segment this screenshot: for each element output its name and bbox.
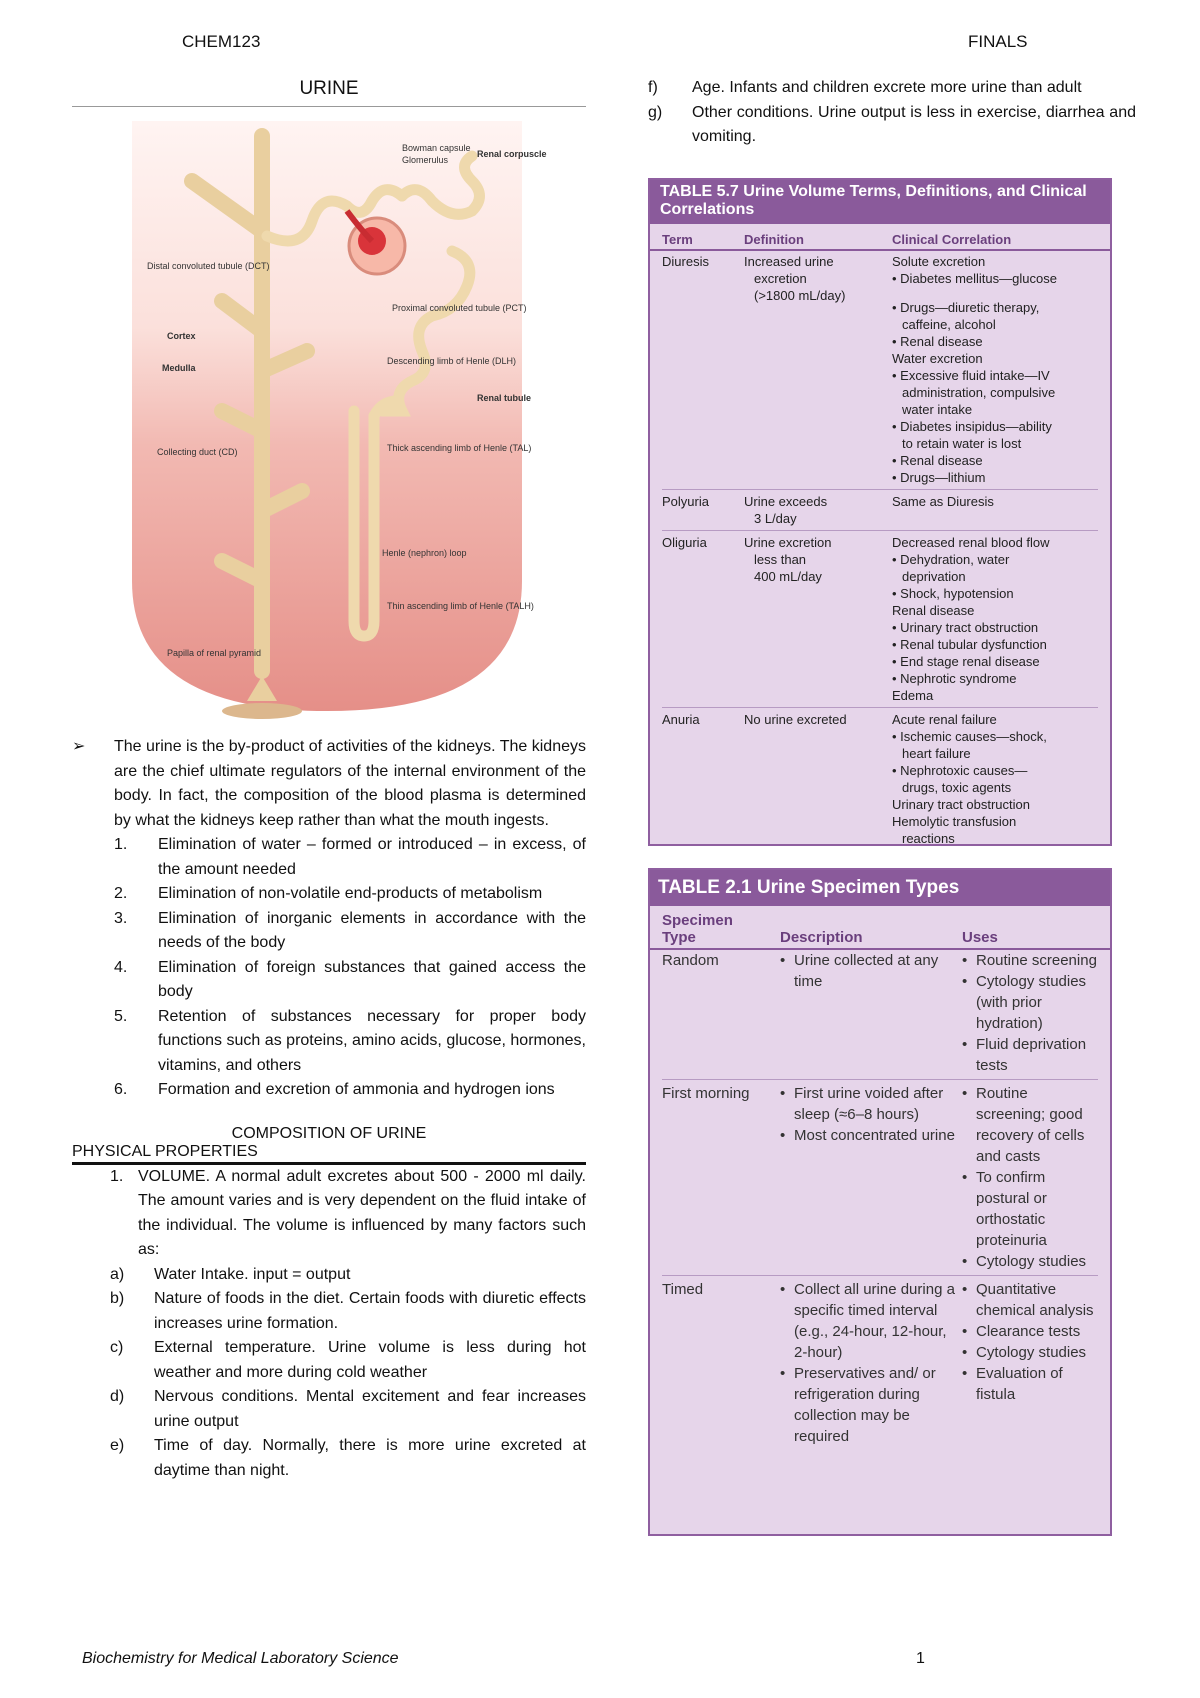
list-item	[110, 1336, 586, 1385]
bullet-icon: •	[780, 1085, 786, 1102]
bullet-icon: •	[962, 1036, 968, 1053]
item-text: Elimination of foreign substances that gained access the body	[158, 958, 586, 1000]
bullet-icon: •	[962, 1344, 968, 1361]
description-text: Collect all urine during a specific timed interval (e.g., 24-hour, 12-hour, 2-hour)	[794, 1281, 955, 1361]
clinical-line: • Renal tubular dysfunction	[892, 637, 1047, 652]
bullet-icon: •	[780, 1365, 786, 1382]
bullet-icon: •	[962, 1085, 968, 1102]
volume-paragraph	[110, 1165, 586, 1263]
item-text: Retention of substances necessary for proper body functions such as proteins, amino acids, glucose, hormones, vitamins, and others	[158, 1007, 586, 1074]
row-separator	[662, 707, 1098, 708]
description-item	[780, 950, 962, 992]
cell-definition	[744, 534, 892, 704]
use-text: Cytology studies	[976, 1344, 1087, 1361]
use-item	[962, 1251, 1098, 1272]
item-text: Formation and excretion of ammonia and hydrogen ions	[158, 1081, 555, 1098]
kidney-functions-list	[114, 833, 586, 1103]
arrow-bullet-icon: ➢	[72, 738, 86, 755]
cell-term: Polyuria	[662, 494, 709, 509]
clinical-line: heart failure	[902, 746, 971, 761]
item-number: 5.	[114, 1007, 128, 1025]
clinical-line: water intake	[902, 402, 973, 417]
label-cd: Collecting duct (CD)	[157, 447, 238, 457]
cell-term: Oliguria	[662, 535, 707, 550]
clinical-line: Acute renal failure	[892, 712, 997, 727]
clinical-line: • Excessive fluid intake—IV	[892, 368, 1050, 383]
item-text: Elimination of non-volatile end-products of metabolism	[158, 885, 543, 902]
clinical-line: Same as Diuresis	[892, 494, 994, 509]
item-number: f)	[648, 79, 658, 96]
bullet-icon: •	[962, 1169, 968, 1186]
list-item	[114, 907, 586, 956]
use-item	[962, 971, 1098, 1034]
bullet-icon: •	[780, 1127, 786, 1144]
table-title: TABLE 2.1 Urine Specimen Types	[650, 870, 1110, 906]
table-header-row	[650, 912, 1110, 950]
clinical-line: • Renal disease	[892, 453, 983, 468]
clinical-line: • Ischemic causes—shock,	[892, 729, 1047, 744]
cell-specimen-type: First morning	[662, 1085, 750, 1102]
list-item	[114, 1078, 586, 1103]
definition-line: less than	[754, 552, 807, 567]
list-item	[648, 76, 1136, 101]
definition-line: No urine excreted	[744, 712, 847, 727]
volume-number: 1.	[110, 1167, 124, 1185]
item-number: e)	[110, 1437, 125, 1454]
description-item	[780, 1363, 962, 1447]
clinical-line: to retain water is lost	[902, 436, 1022, 451]
section-title: COMPOSITION OF URINE	[231, 1124, 427, 1142]
label-loop: Henle (nephron) loop	[382, 548, 467, 558]
page-number: 1	[916, 1650, 925, 1667]
clinical-line: • Dehydration, water	[892, 552, 1010, 567]
use-text: Evaluation of fistula	[976, 1365, 1063, 1403]
item-number: d)	[110, 1388, 125, 1405]
use-item	[962, 1342, 1098, 1363]
description-text: Urine collected at any time	[794, 952, 939, 990]
column-header: Clinical Correlation	[892, 232, 1012, 247]
volume-text: VOLUME. A normal adult excretes about 500 - 2000 ml daily. The amount varies and is very dependent on the fluid intake of the individual. The volume is influenced by many factors such as:	[138, 1167, 586, 1258]
use-text: Routine screening	[976, 952, 1097, 969]
use-text: Cytology studies	[976, 1253, 1087, 1270]
clinical-line: • Diabetes insipidus—ability	[892, 419, 1052, 434]
list-item	[110, 1263, 586, 1288]
bullet-icon: •	[780, 952, 786, 969]
clinical-line: administration, compulsive	[902, 385, 1056, 400]
table-row	[650, 1083, 1110, 1272]
definition-line: 3 L/day	[754, 511, 797, 526]
list-item	[114, 1005, 586, 1079]
list-item	[114, 956, 586, 1005]
table-body	[650, 950, 1110, 1447]
item-number: 1.	[114, 836, 128, 853]
definition-line: Urine exceeds	[744, 494, 828, 509]
item-text: Age. Infants and children excrete more urine than adult	[692, 79, 1082, 96]
definition-line: excretion	[754, 271, 807, 286]
clinical-line: • Urinary tract obstruction	[892, 620, 1039, 635]
table-urine-volume-terms	[648, 178, 1112, 846]
item-number: 4.	[114, 958, 128, 976]
list-item	[648, 101, 1136, 150]
label-pct: Proximal convoluted tubule (PCT)	[392, 303, 527, 313]
cell-term: Anuria	[662, 712, 700, 727]
item-number: 3.	[114, 909, 128, 927]
cell-uses	[962, 1083, 1098, 1272]
list-item	[114, 882, 586, 907]
item-text: Time of day. Normally, there is more urine excreted at daytime than night.	[154, 1437, 586, 1479]
item-text: Nature of foods in the diet. Certain foods with diuretic effects increases urine formation.	[154, 1290, 586, 1332]
cell-description	[780, 1279, 962, 1447]
bullet-icon: •	[962, 1281, 968, 1298]
title-rule	[72, 106, 586, 107]
label-papilla: Papilla of renal pyramid	[167, 648, 262, 658]
table-row	[650, 950, 1110, 1076]
table-urine-specimen-types	[648, 868, 1112, 1536]
clinical-line: Renal disease	[892, 603, 975, 618]
cell-description	[780, 1083, 962, 1272]
clinical-line: Hemolytic transfusion	[892, 814, 1017, 829]
clinical-line: Urinary tract obstruction	[892, 797, 1030, 812]
use-item	[962, 1363, 1098, 1405]
clinical-line: • Nephrotic syndrome	[892, 671, 1017, 686]
clinical-line: Solute excretion	[892, 254, 986, 269]
item-text: Elimination of water – formed or introduced – in excess, of the amount needed	[158, 836, 586, 878]
cell-definition	[744, 493, 892, 527]
nephron-figure	[72, 111, 586, 721]
definition-line: Increased urine	[744, 254, 834, 269]
row-separator	[662, 489, 1098, 490]
use-text: Cytology studies (with prior hydration)	[976, 973, 1087, 1032]
item-number: g)	[648, 103, 663, 121]
label-bowman: Bowman capsule	[402, 143, 471, 153]
description-text: Most concentrated urine	[794, 1127, 955, 1144]
cell-uses	[962, 1279, 1098, 1447]
clinical-line: • Shock, hypotension	[892, 586, 1014, 601]
use-item	[962, 1321, 1098, 1342]
list-item	[114, 833, 586, 882]
intro-paragraph	[72, 735, 586, 833]
left-column	[72, 78, 586, 1483]
bullet-icon: •	[962, 973, 968, 990]
bullet-icon: •	[962, 1365, 968, 1382]
description-item	[780, 1125, 962, 1146]
list-item	[110, 1434, 586, 1483]
table-row	[650, 1279, 1110, 1447]
label-medulla: Medulla	[162, 363, 196, 373]
definition-line: (>1800 mL/day)	[754, 288, 846, 303]
clinical-line: drugs, toxic agents	[902, 780, 1012, 795]
column-header: Uses	[962, 929, 998, 946]
intro-text: The urine is the by-product of activities of the kidneys. The kidneys are the chief ultimate regulators of the internal environment of the body. In fact, the composition of the blood plasma is determined by what the kidneys keep rather than what the mouth ingests.	[114, 738, 586, 829]
definition-line: Urine excretion	[744, 535, 832, 550]
item-number: 6.	[114, 1081, 128, 1098]
header-right: FINALS	[968, 32, 1028, 51]
factor-list-continued	[648, 76, 1136, 150]
label-talh: Thin ascending limb of Henle (TALH)	[387, 601, 534, 611]
description-item	[780, 1083, 962, 1125]
description-item	[780, 1279, 962, 1363]
clinical-line	[892, 287, 1098, 299]
item-number: a)	[110, 1265, 125, 1283]
definition-line: 400 mL/day	[754, 569, 822, 584]
clinical-line: Water excretion	[892, 351, 983, 366]
item-text: Other conditions. Urine output is less in exercise, diarrhea and vomiting.	[692, 103, 1136, 145]
item-number: b)	[110, 1290, 125, 1307]
cell-uses	[962, 950, 1098, 1076]
item-text: Elimination of inorganic elements in accordance with the needs of the body	[158, 909, 586, 951]
table-header-row	[650, 230, 1110, 251]
label-renal-corpuscle: Renal corpuscle	[477, 149, 547, 159]
column-header: Specimen Type	[662, 912, 733, 946]
clinical-line: • Drugs—lithium	[892, 470, 986, 485]
cell-description	[780, 950, 962, 1076]
use-item	[962, 1034, 1098, 1076]
clinical-line: • Diabetes mellitus—glucose	[892, 271, 1057, 286]
cell-clinical	[892, 534, 1098, 704]
cell-definition	[744, 711, 892, 847]
use-text: Quantitative chemical analysis	[976, 1281, 1094, 1319]
table-body	[650, 253, 1110, 847]
list-item	[110, 1287, 586, 1336]
item-text: Nervous conditions. Mental excitement and fear increases urine output	[154, 1388, 586, 1430]
table-title: TABLE 5.7 Urine Volume Terms, Definitions, and Clinical Correlations	[650, 180, 1110, 224]
use-item	[962, 950, 1098, 971]
clinical-line: caffeine, alcohol	[902, 317, 996, 332]
item-text: External temperature. Urine volume is less during hot weather and more during cold weather	[154, 1339, 586, 1381]
use-text: Clearance tests	[976, 1323, 1081, 1340]
label-tal: Thick ascending limb of Henle (TAL)	[387, 443, 532, 453]
page-title: URINE	[299, 78, 359, 99]
label-dlh: Descending limb of Henle (DLH)	[387, 356, 517, 366]
clinical-line: • Nephrotoxic causes—	[892, 763, 1028, 778]
column-header: Description	[780, 929, 863, 946]
description-text: Preservatives and/ or refrigeration during collection may be required	[794, 1365, 936, 1445]
clinical-line: Edema	[892, 688, 934, 703]
use-text: Routine screening; good recovery of cells and casts	[976, 1085, 1085, 1165]
use-item	[962, 1167, 1098, 1251]
item-text: Water Intake. input = output	[154, 1265, 351, 1283]
subsection-title: PHYSICAL PROPERTIES	[72, 1143, 586, 1165]
use-text: Fluid deprivation tests	[976, 1036, 1087, 1074]
list-item	[110, 1385, 586, 1434]
bullet-icon: •	[780, 1281, 786, 1298]
row-separator	[662, 1079, 1098, 1080]
item-number: 2.	[114, 885, 128, 902]
bullet-icon: •	[962, 1323, 968, 1340]
cell-term: Diuresis	[662, 254, 709, 269]
cell-definition	[744, 253, 892, 486]
factor-list	[110, 1263, 586, 1484]
clinical-line: reactions	[902, 831, 955, 846]
column-header: Term	[662, 232, 693, 247]
label-renal-tubule: Renal tubule	[477, 393, 532, 403]
row-separator	[662, 530, 1098, 531]
footer-title: Biochemistry for Medical Laboratory Science	[82, 1650, 399, 1667]
clinical-line: Decreased renal blood flow	[892, 535, 1050, 550]
label-dct: Distal convoluted tubule (DCT)	[147, 261, 270, 271]
bullet-icon: •	[962, 952, 968, 969]
label-glomerulus: Glomerulus	[402, 155, 449, 165]
use-item	[962, 1279, 1098, 1321]
clinical-line: • End stage renal disease	[892, 654, 1040, 669]
item-number: c)	[110, 1339, 124, 1356]
cell-specimen-type: Timed	[662, 1281, 704, 1298]
cell-specimen-type: Random	[662, 952, 719, 969]
header-left: CHEM123	[182, 32, 261, 51]
description-text: First urine voided after sleep (≈6–8 hours)	[794, 1085, 944, 1123]
right-column	[648, 76, 1136, 150]
cell-clinical	[892, 253, 1098, 486]
use-item	[962, 1083, 1098, 1167]
table-row	[650, 253, 1110, 486]
table-row	[650, 534, 1110, 704]
cell-clinical	[892, 711, 1098, 847]
clinical-line: • Renal disease	[892, 334, 983, 349]
nephron-illustration	[72, 111, 586, 721]
bullet-icon: •	[962, 1253, 968, 1270]
cell-clinical	[892, 493, 1098, 527]
table-row	[650, 493, 1110, 527]
row-separator	[662, 1275, 1098, 1276]
clinical-line: • Drugs—diuretic therapy,	[892, 300, 1040, 315]
table-row	[650, 711, 1110, 847]
column-header: Definition	[744, 232, 804, 247]
use-text: To confirm postural or orthostatic proteinuria	[976, 1169, 1047, 1249]
clinical-line: deprivation	[902, 569, 966, 584]
label-cortex: Cortex	[167, 331, 196, 341]
